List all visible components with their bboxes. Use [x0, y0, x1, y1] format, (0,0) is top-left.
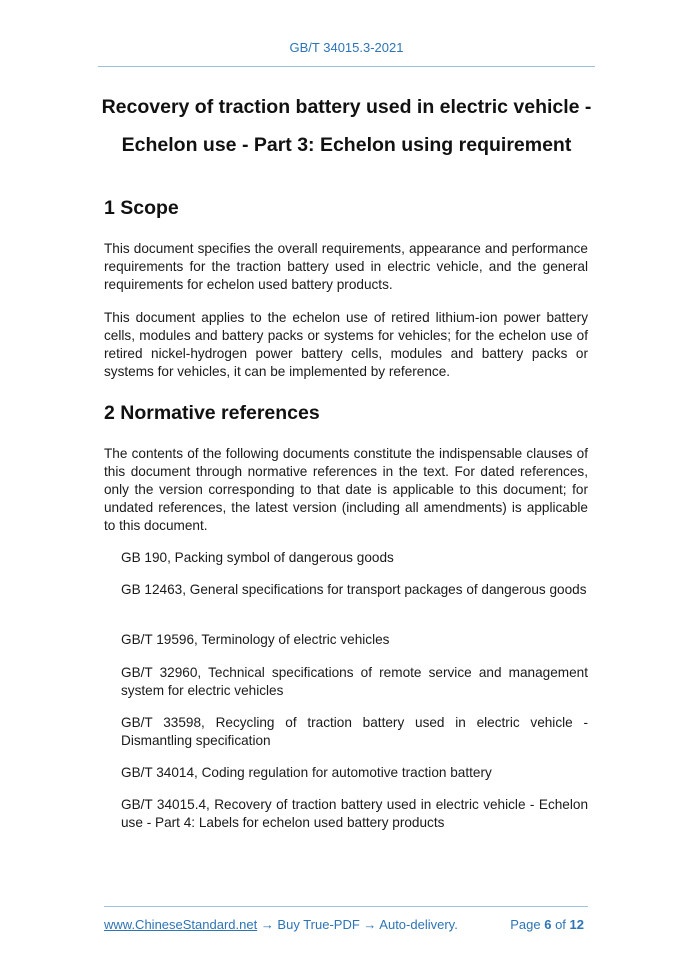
page-total: 12: [569, 917, 584, 932]
reference-item: GB/T 34015.4, Recovery of traction battery used in electric vehicle - Echelon use - Part 4: Labels for echelon used battery products: [121, 797, 588, 830]
reference-item: GB 190, Packing symbol of dangerous goods: [121, 550, 394, 565]
footer-promo-text: → Buy True-PDF → Auto-delivery.: [257, 917, 458, 932]
document-title: [98, 88, 595, 164]
document-title-line-2: Echelon use - Part 3: Echelon using requirement: [121, 134, 572, 156]
paragraph: This document specifies the overall requirements, appearance and performance requirements for the traction battery used in electric vehicle, and the general requirements for echelon used battery products.: [104, 241, 588, 292]
reference-item: GB/T 19596, Terminology of electric vehicles: [121, 632, 390, 647]
footer-promo: [104, 917, 458, 932]
reference-item: GB/T 34014, Coding regulation for automotive traction battery: [121, 765, 492, 780]
reference-item: GB/T 33598, Recycling of traction battery used in electric vehicle - Dismantling specification: [121, 715, 588, 748]
page-current: 6: [544, 917, 552, 932]
paragraph: The contents of the following documents constitute the indispensable clauses of this document through normative references in the text. For dated references, only the version corresponding to that date is applicable to this document; for undated references, the latest version (including all amendments) is applicable to this document.: [104, 446, 588, 533]
section-heading: 2 Normative references: [104, 402, 320, 424]
chinesestandard-link[interactable]: www.ChineseStandard.net: [104, 917, 258, 932]
paragraph: This document applies to the echelon use of retired lithium-ion power battery cells, modules and battery packs or systems for vehicles; for the echelon use of retired nickel-hydrogen power battery cells, modules and battery packs or systems for vehicles, it can be implemented by reference.: [104, 310, 588, 379]
section-heading: 1 Scope: [104, 197, 179, 219]
standard-number: GB/T 34015.3-2021: [289, 40, 404, 55]
document-title-line-1: Recovery of traction battery used in electric vehicle -: [101, 96, 592, 118]
page-label: Page: [510, 917, 541, 932]
footer-divider: [104, 906, 588, 907]
reference-item: GB 12463, General specifications for transport packages of dangerous goods: [121, 582, 587, 597]
reference-item: GB/T 32960, Technical specifications of remote service and management system for electric vehicles: [121, 665, 588, 698]
header-divider: [98, 66, 595, 67]
page-indicator: [510, 917, 584, 932]
page-of: of: [555, 917, 566, 932]
